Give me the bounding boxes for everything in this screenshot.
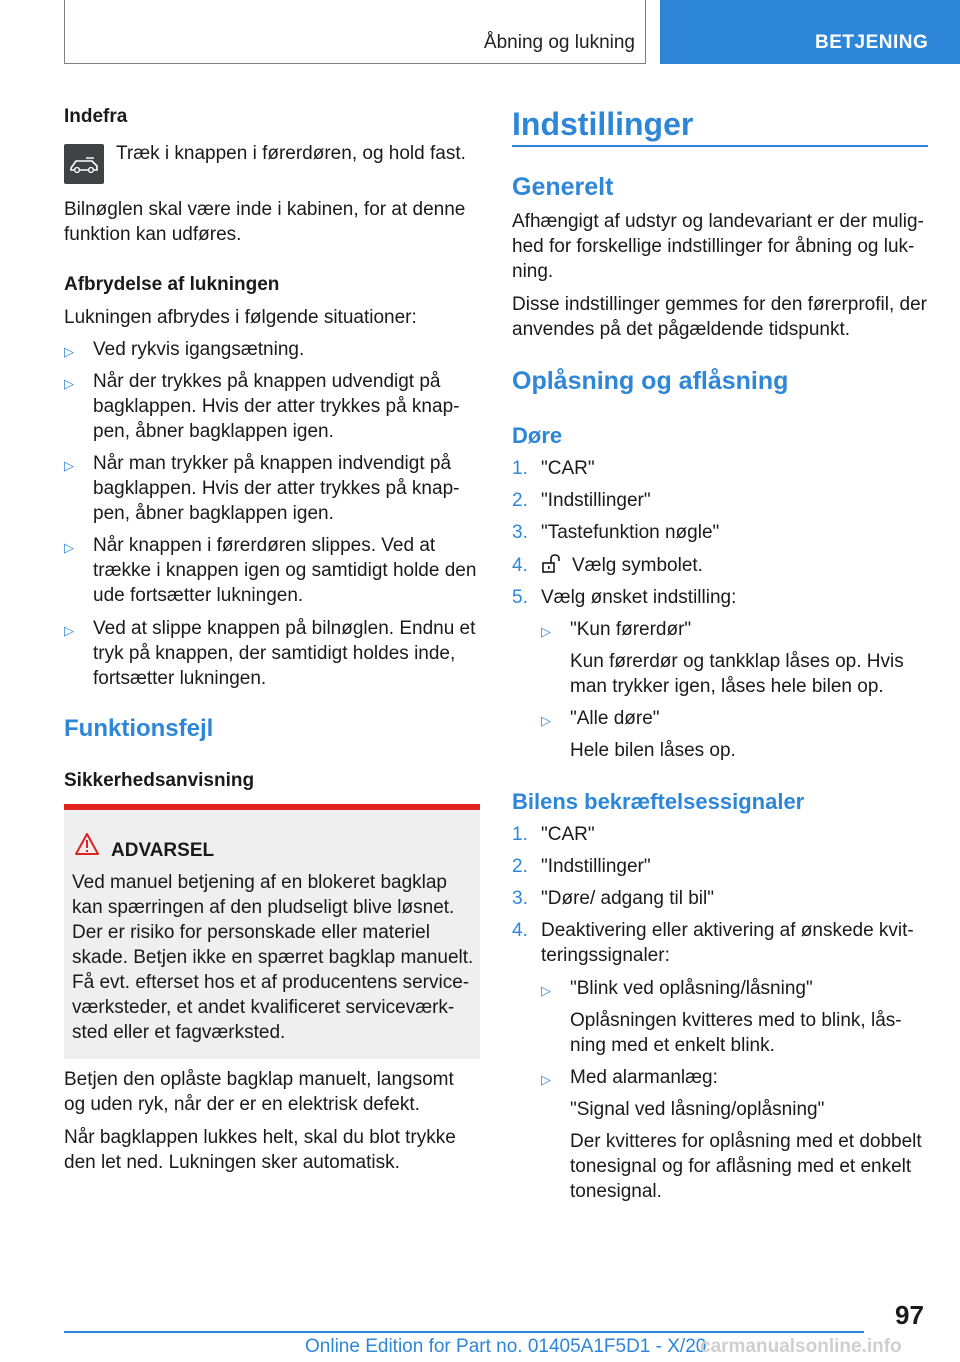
malfunction-heading: Funktionsfejl — [64, 715, 214, 742]
doors-heading: Døre — [512, 423, 563, 448]
list-item: ▷ Når man trykker på knappen indvendigt på bagklappen. Hvis der atter trykkes på knap-pen, åbner bagklappen igen. — [64, 453, 460, 524]
header-section-box — [64, 0, 646, 64]
chapter-tab-label: BETJENING — [815, 32, 929, 53]
list-item: 4. Vælg symbolet. — [512, 555, 703, 576]
list-item: ▷ Når der trykkes på knappen udvendigt på bagklappen. Hvis der atter trykkes på knap-pen, åbner bagklappen igen. — [64, 371, 460, 442]
heading-rule — [512, 145, 928, 147]
triangle-bullet-icon: ▷ — [541, 713, 551, 728]
interrupt-heading: Afbrydelse af lukningen — [64, 274, 280, 295]
triangle-bullet-icon: ▷ — [64, 540, 74, 555]
general-text-1: Afhængigt af udstyr og landevariant er der mulig-hed for forskellige indstillinger for åbning og luk-ning. — [512, 211, 924, 282]
list-item: 4. Deaktivering eller aktivering af ønskede kvit-teringssignaler: — [512, 920, 914, 966]
triangle-bullet-icon: ▷ — [64, 623, 74, 638]
indefra-heading: Indefra — [64, 106, 128, 127]
triangle-bullet-icon: ▷ — [541, 624, 551, 639]
warning-box — [64, 804, 480, 1059]
indefra-text: Træk i knappen i førerdøren, og hold fast. — [116, 143, 466, 164]
footer-rule — [64, 1331, 864, 1333]
list-item: ▷ Ved rykvis igangsætning. — [64, 337, 480, 362]
list-item: 1. "CAR" — [512, 824, 595, 845]
list-item: ▷ Med alarmanlæg: "Signal ved låsning/oplåsning" Der kvitteres for oplåsning med et dobbelt tonesignal og for aflåsning med et enkelt tonesignal. — [541, 1067, 922, 1202]
triangle-bullet-icon: ▷ — [64, 376, 74, 391]
safety-heading: Sikkerhedsanvisning — [64, 770, 255, 791]
list-item: 2. "Indstillinger" — [512, 856, 651, 877]
list-item: ▷ Når knappen i førerdøren slippes. Ved at trække i knappen igen og samtidigt holde den ude fortsætter lukningen. — [64, 535, 477, 606]
interrupt-intro: Lukningen afbrydes i følgende situationer: — [64, 307, 417, 328]
triangle-bullet-icon: ▷ — [541, 1072, 551, 1087]
after-warning-text-2: Når bagklappen lukkes helt, skal du blot trykke den let ned. Lukningen sker automatisk. — [64, 1127, 456, 1173]
watermark: carmanualsonline.info — [700, 1336, 902, 1357]
edition-text: Online Edition for Part no. 01405A1F5D1 - X/20 — [305, 1336, 707, 1357]
list-item: ▷ "Kun førerdør" Kun førerdør og tankklap låses op. Hvis man trykker igen, låses hele bilen op. — [541, 619, 904, 697]
triangle-bullet-icon: ▷ — [541, 983, 551, 998]
tailgate-button-icon — [64, 144, 104, 184]
triangle-bullet-icon: ▷ — [64, 458, 74, 473]
chapter-tab[interactable] — [660, 0, 960, 64]
after-warning-text-1: Betjen den oplåste bagklap manuelt, langsomt og uden ryk, når der er en elektrisk defekt. — [64, 1069, 454, 1115]
list-item: 3. "Døre/ adgang til bil" — [512, 888, 714, 909]
warning-triangle-icon — [74, 832, 100, 856]
section-title: Åbning og lukning — [483, 32, 635, 53]
list-item: ▷ "Alle døre" Hele bilen låses op. — [541, 708, 736, 761]
list-item: 5. Vælg ønsket indstilling: — [512, 587, 737, 608]
general-text-2: Disse indstillinger gemmes for den førerprofil, der anvendes på det pågældende tidspunkt. — [512, 294, 927, 340]
unlock-heading: Oplåsning og aflåsning — [512, 367, 789, 395]
list-item: 2. "Indstillinger" — [512, 490, 651, 511]
triangle-bullet-icon: ▷ — [64, 344, 74, 359]
main-heading: Indstillinger — [512, 106, 694, 142]
warning-text: Ved manuel betjening af en blokeret bagklap kan spærringen af den pludseligt blive løsnet. Der er risiko for personskade eller materiel skade. Betjen ikke en spærret bagklap manuelt. Få evt. efterset hos et af producentens service-værksteder, et andet kvalificeret serviceværk-sted eller et fagværksted. — [72, 872, 474, 1043]
general-heading: Generelt — [512, 173, 614, 201]
list-item: 1. "CAR" — [512, 458, 595, 479]
confirm-heading: Bilens bekræftelsessignaler — [512, 789, 805, 814]
list-item: 3. "Tastefunktion nøgle" — [512, 522, 720, 543]
unlock-icon — [541, 553, 563, 575]
warning-title: ADVARSEL — [111, 840, 215, 861]
list-item: ▷ "Blink ved oplåsning/låsning" Oplåsningen kvitteres med to blink, lås-ning med et enkelt blink. — [541, 978, 902, 1056]
list-item: ▷ Ved at slippe knappen på bilnøglen. Endnu et tryk på knappen, der samtidigt holdes inde, fortsætter lukningen. — [64, 618, 476, 689]
key-inside-text: Bilnøglen skal være inde i kabinen, for at denne funktion kan udføres. — [64, 199, 466, 245]
page-number: 97 — [895, 1300, 924, 1330]
